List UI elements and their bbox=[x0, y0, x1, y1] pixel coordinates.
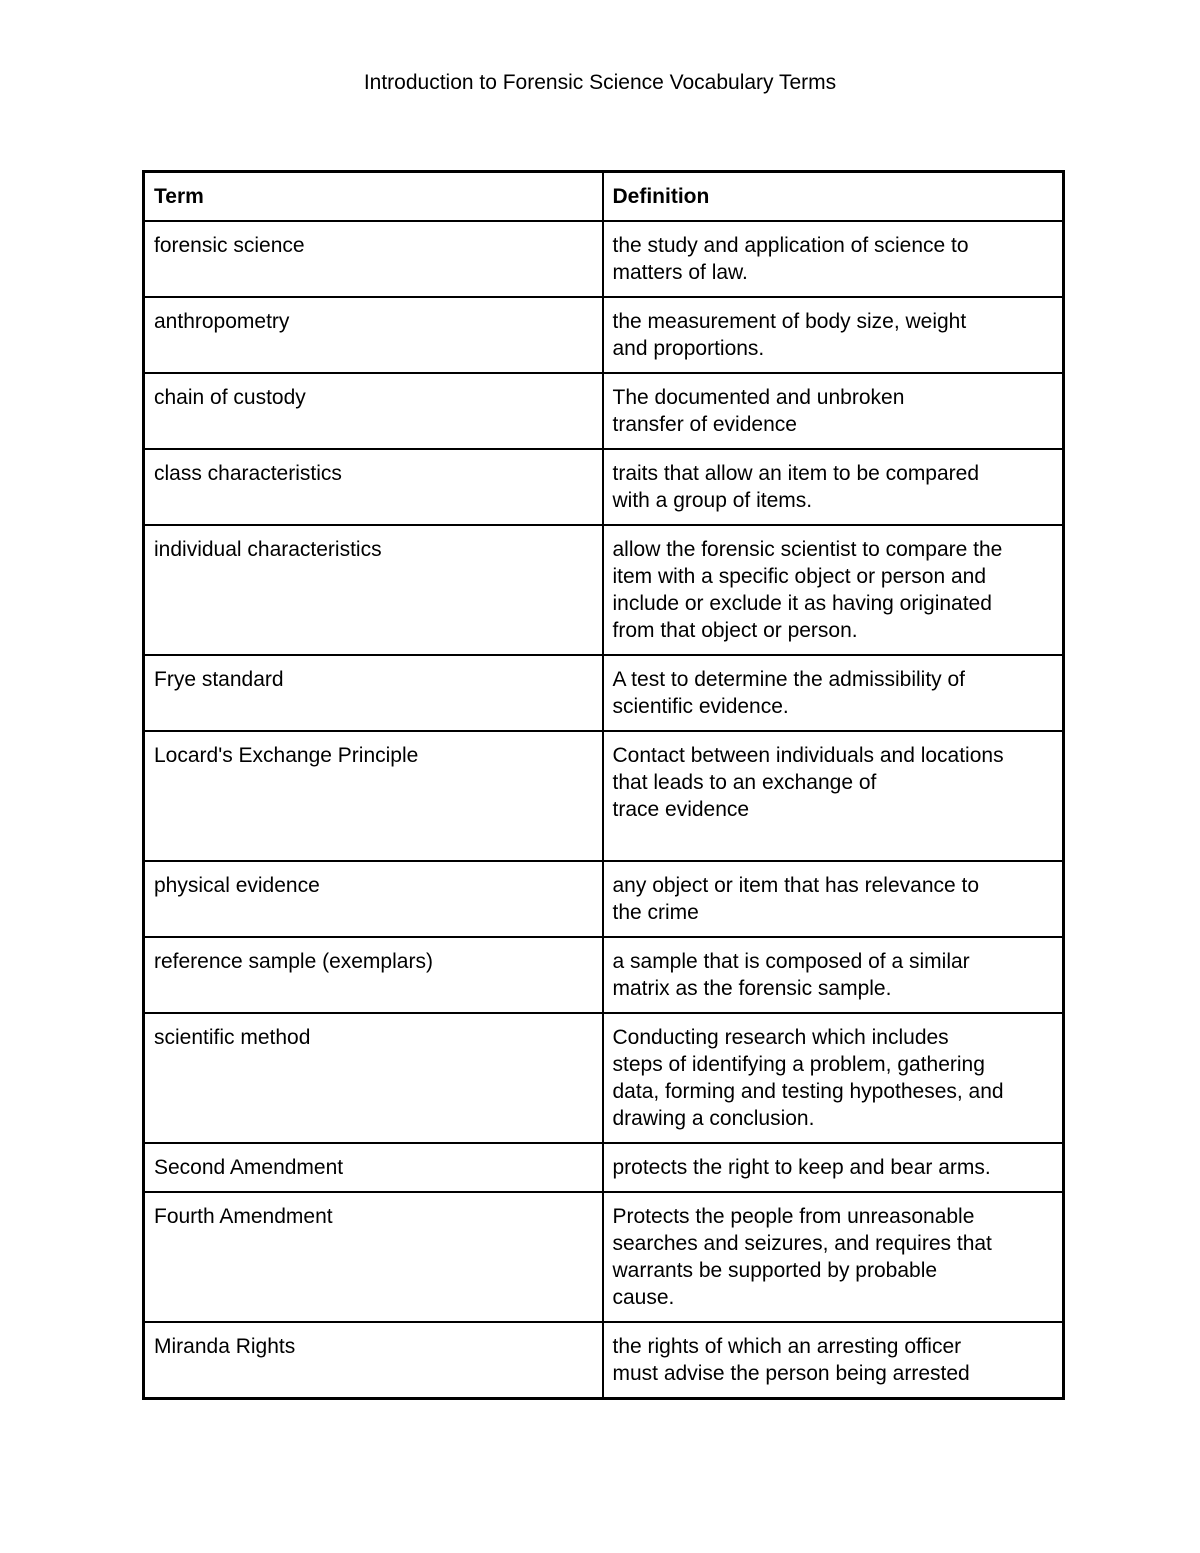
term-column-header: Term bbox=[144, 172, 603, 222]
term-cell: anthropometry bbox=[144, 297, 603, 373]
term-cell: class characteristics bbox=[144, 449, 603, 525]
term-cell: chain of custody bbox=[144, 373, 603, 449]
table-row bbox=[144, 861, 1064, 937]
term-cell: Second Amendment bbox=[144, 1143, 603, 1192]
table-row bbox=[144, 655, 1064, 731]
table-row bbox=[144, 373, 1064, 449]
table-row bbox=[144, 297, 1064, 373]
definition-cell: a sample that is composed of a similar matrix as the forensic sample. bbox=[603, 937, 1064, 1013]
term-cell: Miranda Rights bbox=[144, 1322, 603, 1399]
term-cell: individual characteristics bbox=[144, 525, 603, 655]
definition-cell: Contact between individuals and locations that leads to an exchange of trace evidence bbox=[603, 731, 1064, 861]
term-cell: scientific method bbox=[144, 1013, 603, 1143]
table-row bbox=[144, 937, 1064, 1013]
definition-cell: traits that allow an item to be compared with a group of items. bbox=[603, 449, 1064, 525]
table-row bbox=[144, 221, 1064, 297]
vocabulary-table bbox=[142, 170, 1065, 1400]
definition-cell: the measurement of body size, weight and proportions. bbox=[603, 297, 1064, 373]
definition-cell: any object or item that has relevance to the crime bbox=[603, 861, 1064, 937]
definition-cell: allow the forensic scientist to compare the item with a specific object or person and include or exclude it as having originated from that object or person. bbox=[603, 525, 1064, 655]
term-cell: Frye standard bbox=[144, 655, 603, 731]
definition-cell: A test to determine the admissibility of scientific evidence. bbox=[603, 655, 1064, 731]
definition-column-header: Definition bbox=[603, 172, 1064, 222]
definition-cell: Protects the people from unreasonable searches and seizures, and requires that warrants be supported by probable cause. bbox=[603, 1192, 1064, 1322]
definition-cell: the rights of which an arresting officer must advise the person being arrested bbox=[603, 1322, 1064, 1399]
table-row bbox=[144, 1013, 1064, 1143]
table-row bbox=[144, 1143, 1064, 1192]
term-cell: Fourth Amendment bbox=[144, 1192, 603, 1322]
definition-cell: Conducting research which includes steps of identifying a problem, gathering data, forming and testing hypotheses, and drawing a conclusion. bbox=[603, 1013, 1064, 1143]
definition-cell: the study and application of science to matters of law. bbox=[603, 221, 1064, 297]
term-cell: forensic science bbox=[144, 221, 603, 297]
term-cell: physical evidence bbox=[144, 861, 603, 937]
table-row bbox=[144, 1322, 1064, 1399]
term-cell: Locard's Exchange Principle bbox=[144, 731, 603, 861]
definition-cell: The documented and unbroken transfer of evidence bbox=[603, 373, 1064, 449]
table-row bbox=[144, 731, 1064, 861]
table-row bbox=[144, 1192, 1064, 1322]
term-cell: reference sample (exemplars) bbox=[144, 937, 603, 1013]
table-header-row bbox=[144, 172, 1064, 222]
table-row bbox=[144, 449, 1064, 525]
table-row bbox=[144, 525, 1064, 655]
definition-cell: protects the right to keep and bear arms. bbox=[603, 1143, 1064, 1192]
page-title: Introduction to Forensic Science Vocabulary Terms bbox=[363, 71, 837, 94]
